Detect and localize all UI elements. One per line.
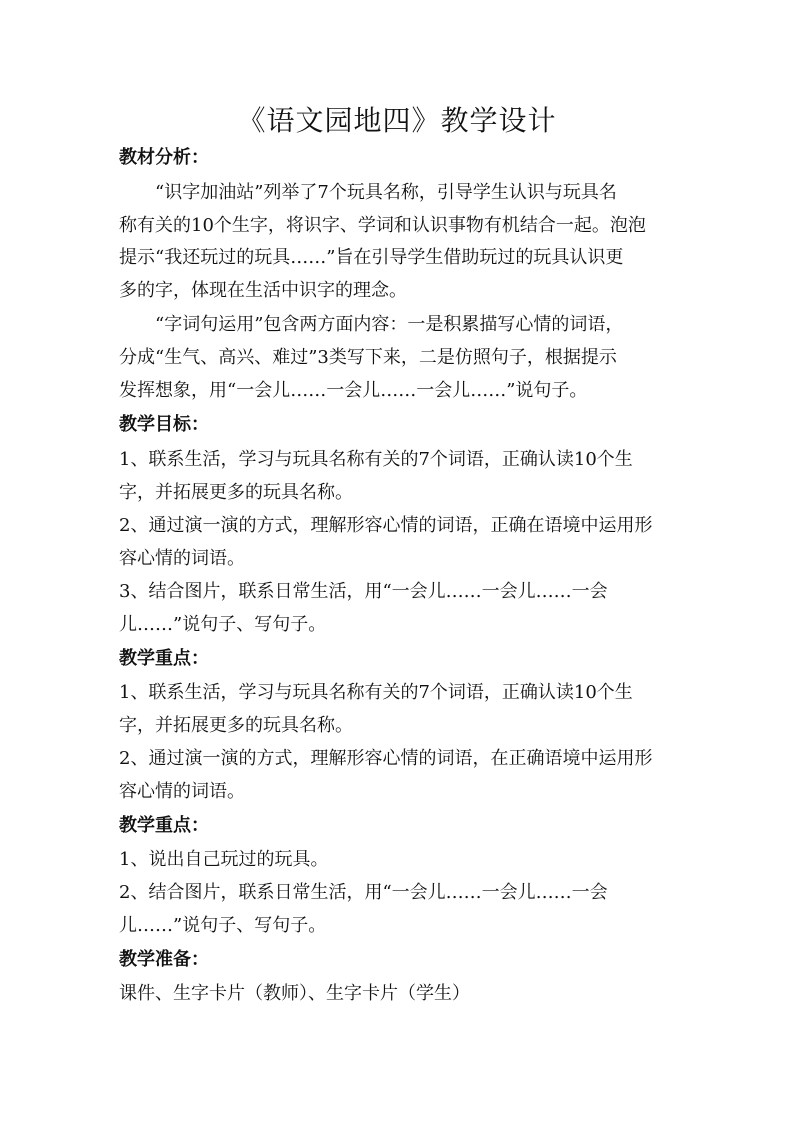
section-heading-goals: 教学目标：	[119, 414, 209, 435]
paragraph-line: 1、联系生活，学习与玩具名称有关的7个词语，正确认读10个生	[119, 449, 633, 470]
section-heading-difficult-points: 教学重点：	[119, 815, 209, 836]
section-heading-key-points: 教学重点：	[119, 648, 209, 669]
paragraph-line: 发挥想象，用“一会儿……一会儿……一会儿……”说句子。	[119, 380, 588, 401]
paragraph-line: “识字加油站”列举了7个玩具名称，引导学生认识与玩具名	[155, 182, 617, 203]
paragraph-line: 字，并拓展更多的玩具名称。	[119, 715, 353, 736]
paragraph-line: 字，并拓展更多的玩具名称。	[119, 482, 353, 503]
paragraph-line: 称有关的10个生字，将识字、学词和认识事物有机结合一起。泡泡	[119, 215, 646, 236]
document-title: 《语文园地四》教学设计	[237, 104, 557, 137]
paragraph-line: 3、结合图片，联系日常生活，用“一会儿……一会儿……一会	[119, 581, 608, 602]
paragraph-line: 儿……”说句子、写句子。	[119, 915, 327, 936]
paragraph-line: 提示“我还玩过的玩具……”旨在引导学生借助玩过的玩具认识更	[119, 247, 624, 268]
paragraph-line: 2、通过演一演的方式，理解形容心情的词语，在正确语境中运用形	[119, 748, 653, 769]
paragraph-line: 1、说出自己玩过的玩具。	[119, 849, 329, 870]
paragraph-line: 1、联系生活，学习与玩具名称有关的7个词语，正确认读10个生	[119, 682, 633, 703]
paragraph-line: 2、结合图片，联系日常生活，用“一会儿……一会儿……一会	[119, 882, 608, 903]
paragraph-line: 容心情的词语。	[119, 548, 245, 569]
paragraph-line: 分成“生气、高兴、难过”3类写下来，二是仿照句子，根据提示	[119, 347, 617, 368]
paragraph-line: 容心情的词语。	[119, 781, 245, 802]
section-heading-preparation: 教学准备：	[119, 949, 209, 970]
paragraph-line: 课件、生字卡片（教师）、生字卡片（学生）	[119, 983, 470, 1004]
paragraph-line: “字词句运用”包含两方面内容：一是积累描写心情的词语，	[155, 314, 624, 335]
paragraph-line: 2、通过演一演的方式，理解形容心情的词语，正确在语境中运用形	[119, 515, 653, 536]
section-heading-analysis: 教材分析：	[119, 147, 209, 168]
paragraph-line: 儿……”说句子、写句子。	[119, 614, 327, 635]
paragraph-line: 多的字，体现在生活中识字的理念。	[119, 280, 407, 301]
